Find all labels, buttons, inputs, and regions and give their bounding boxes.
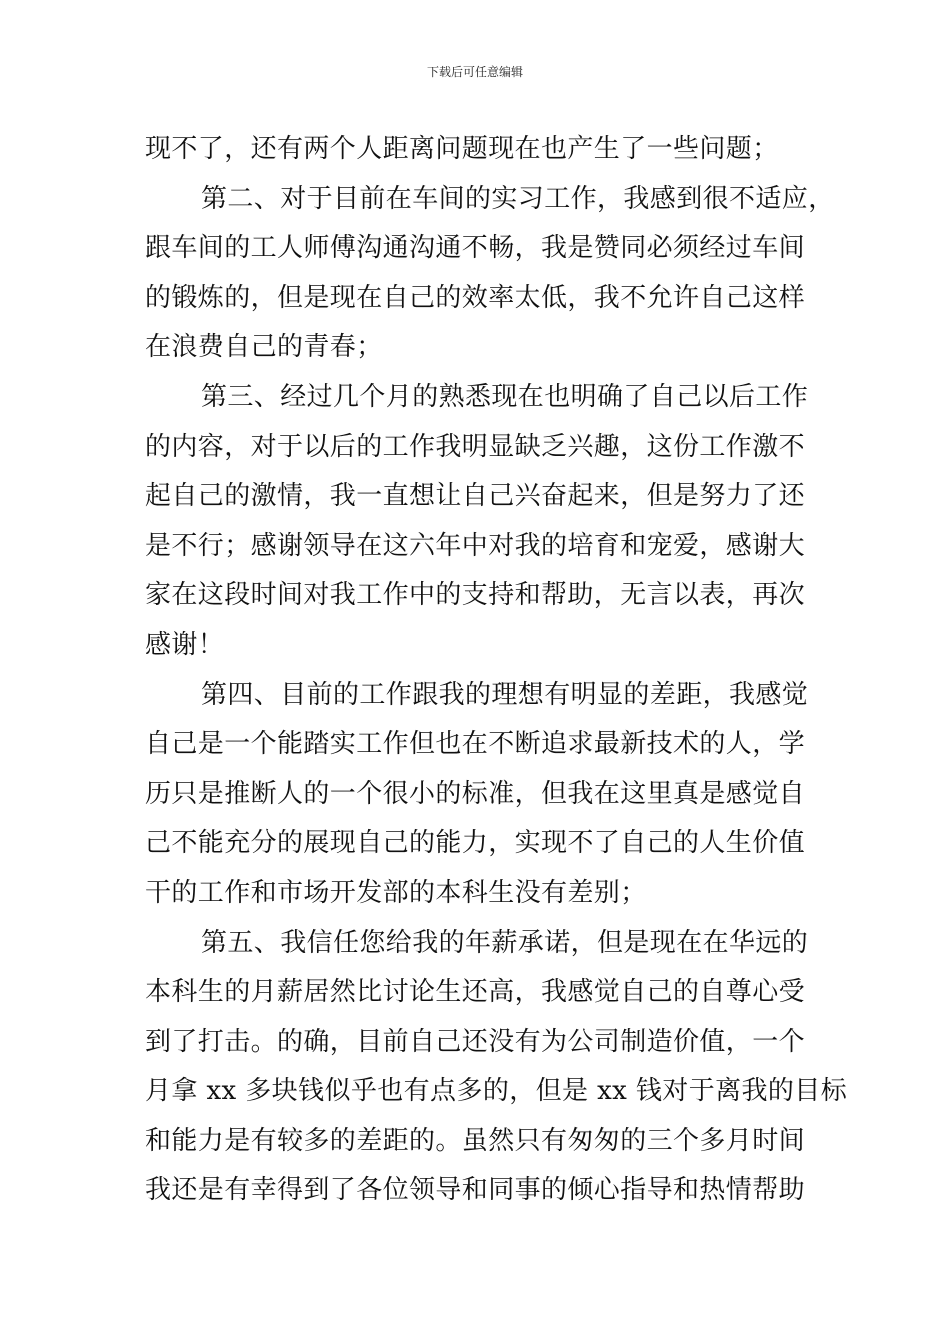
text-line: 起自己的激情，我一直想让自己兴奋起来，但是努力了还: [145, 481, 806, 512]
text-line: 己不能充分的展现自己的能力，实现不了自己的人生价值: [145, 828, 806, 859]
paragraph-start-line: 第三、经过几个月的熟悉现在也明确了自己以后工作: [201, 381, 809, 412]
text-line: 现不了，还有两个人距离问题现在也产生了一些问题；: [145, 134, 779, 164]
text-line: 家在这段时间对我工作中的支持和帮助，无言以表，再次: [145, 580, 806, 611]
document-body: [145, 125, 848, 1216]
text-line: 月拿 xx 多块钱似乎也有点多的，但是 xx 钱对于离我的目标: [145, 1076, 848, 1107]
paragraph-start-line: 第五、我信任您给我的年薪承诺，但是现在在华远的: [201, 927, 809, 958]
paragraph-start-line: 第二、对于目前在车间的实习工作，我感到很不适应，: [201, 183, 835, 214]
page-header: 下载后可任意编辑: [426, 65, 523, 79]
paragraph-start-line: 第四、目前的工作跟我的理想有明显的差距，我感觉: [201, 679, 809, 710]
text-line: 干的工作和市场开发部的本科生没有差别；: [145, 877, 647, 908]
text-line: 跟车间的工人师傅沟通沟通不畅，我是赞同必须经过车间: [145, 233, 806, 264]
text-line: 是不行；感谢领导在这六年中对我的培育和宠爱，感谢大: [145, 530, 806, 561]
text-line: 本科生的月薪居然比讨论生还高，我感觉自己的自尊心受: [145, 977, 806, 1008]
text-line: 到了打击。的确，目前自己还没有为公司制造价值，一个: [145, 1026, 806, 1057]
text-line: 自己是一个能踏实工作但也在不断追求最新技术的人，学: [145, 729, 806, 760]
text-line: 我还是有幸得到了各位领导和同事的倾心指导和热情帮助: [145, 1175, 806, 1206]
text-line: 的锻炼的，但是现在自己的效率太低，我不允许自己这样: [145, 282, 806, 313]
text-line: 感谢！: [145, 629, 225, 660]
text-line: 历只是推断人的一个很小的标准，但我在这里真是感觉自: [145, 778, 806, 809]
text-line: 的内容，对于以后的工作我明显缺乏兴趣，这份工作激不: [145, 431, 806, 462]
text-line: 在浪费自己的青春；: [145, 332, 383, 363]
text-line: 和能力是有较多的差距的。虽然只有匆匆的三个多月时间: [145, 1125, 806, 1156]
